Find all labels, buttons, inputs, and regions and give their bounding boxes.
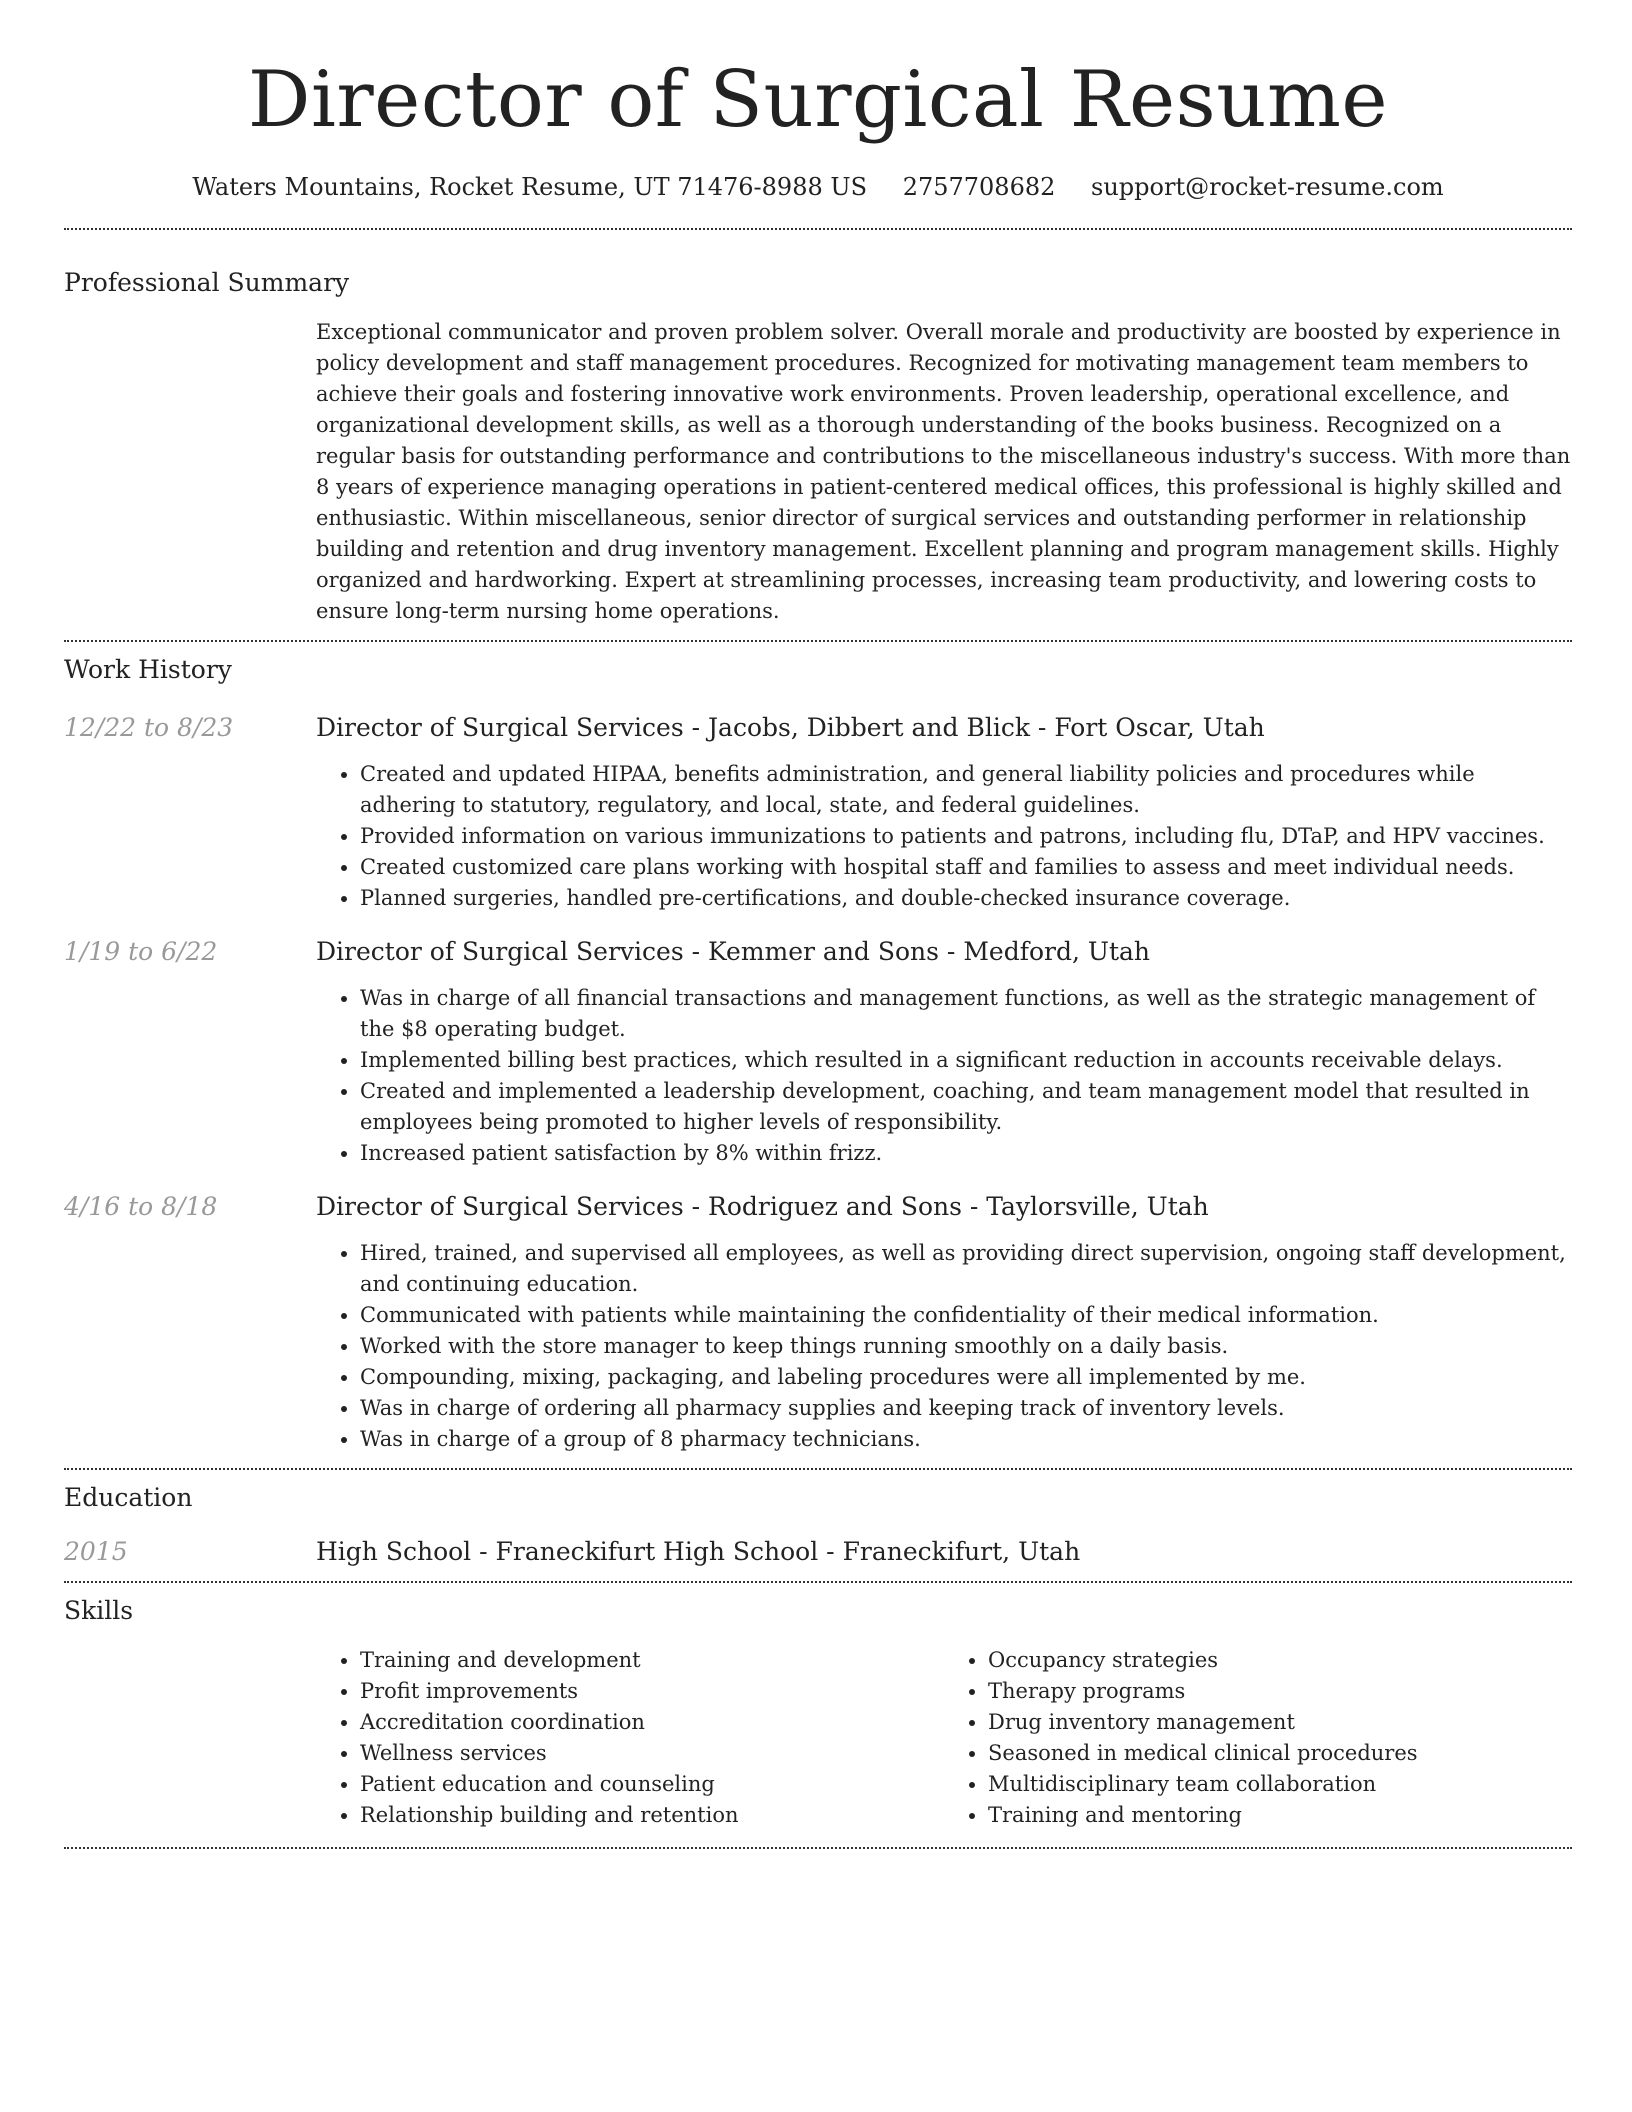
job-entry — [64, 711, 1572, 914]
job-entry — [64, 935, 1572, 1169]
skill-item: • Patient education and counseling — [360, 1769, 944, 1800]
section-title-summary: Professional Summary — [64, 268, 350, 297]
divider — [64, 1581, 1572, 1583]
job-entry — [64, 1190, 1572, 1455]
contact-phone: 2757708682 — [902, 173, 1056, 201]
job-bullet: • Hired, trained, and supervised all employees, as well as providing direct supervision, ongoing staff development, and continuing education. — [360, 1238, 1572, 1300]
job-bullet: • Provided information on various immunizations to patients and patrons, including flu, DTaP, and HPV vaccines. — [360, 821, 1572, 852]
job-dates: 4/16 to 8/18 — [64, 1192, 218, 1221]
job-title: Director of Surgical Services - Rodriguez and Sons - Taylorsville, Utah — [316, 1192, 1209, 1221]
contact-email: support@rocket-resume.com — [1091, 173, 1444, 201]
education-title: High School - Franeckifurt High School - Franeckifurt, Utah — [316, 1537, 1081, 1566]
job-bullet: • Increased patient satisfaction by 8% within frizz. — [360, 1138, 1572, 1169]
job-bullet: • Planned surgeries, handled pre-certifications, and double-checked insurance coverage. — [360, 883, 1572, 914]
resume-page — [64, 0, 1572, 1849]
job-bullets — [316, 1238, 1572, 1455]
contact-address: Waters Mountains, Rocket Resume, UT 71476-8988 US — [192, 173, 868, 201]
job-bullet: • Communicated with patients while maintaining the confidentiality of their medical information. — [360, 1300, 1572, 1331]
skill-item: • Therapy programs — [988, 1676, 1572, 1707]
job-dates: 12/22 to 8/23 — [64, 713, 234, 742]
education-entry — [64, 1535, 1572, 1569]
job-bullets — [316, 983, 1572, 1169]
divider — [64, 1847, 1572, 1849]
skills-column — [944, 1645, 1572, 1831]
skills-list — [316, 1645, 1572, 1831]
skill-item: • Wellness services — [360, 1738, 944, 1769]
skill-item: • Profit improvements — [360, 1676, 944, 1707]
skill-item: • Seasoned in medical clinical procedures — [988, 1738, 1572, 1769]
job-bullet: • Implemented billing best practices, which resulted in a significant reduction in accounts receivable delays. — [360, 1045, 1572, 1076]
section-title-education: Education — [64, 1483, 193, 1512]
job-bullet: • Was in charge of ordering all pharmacy supplies and keeping track of inventory levels. — [360, 1393, 1572, 1424]
skill-item: • Accreditation coordination — [360, 1707, 944, 1738]
divider — [64, 640, 1572, 642]
job-bullet: • Compounding, mixing, packaging, and labeling procedures were all implemented by me. — [360, 1362, 1572, 1393]
divider — [64, 228, 1572, 230]
job-dates: 1/19 to 6/22 — [64, 937, 218, 966]
skill-item: • Multidisciplinary team collaboration — [988, 1769, 1572, 1800]
skill-item: • Relationship building and retention — [360, 1800, 944, 1831]
resume-title: Director of Surgical Resume — [247, 55, 1389, 145]
job-title: Director of Surgical Services - Kemmer and Sons - Medford, Utah — [316, 937, 1150, 966]
section-title-skills: Skills — [64, 1596, 134, 1625]
skill-item: • Training and mentoring — [988, 1800, 1572, 1831]
section-title-work: Work History — [64, 655, 232, 684]
job-bullets — [316, 759, 1572, 914]
job-bullet: • Created and implemented a leadership development, coaching, and team management model that resulted in employees being promoted to higher levels of responsibility. — [360, 1076, 1572, 1138]
skills-column — [316, 1645, 944, 1831]
education-year: 2015 — [64, 1537, 128, 1566]
skill-item: • Occupancy strategies — [988, 1645, 1572, 1676]
job-bullet: • Worked with the store manager to keep things running smoothly on a daily basis. — [360, 1331, 1572, 1362]
job-bullet: • Created customized care plans working with hospital staff and families to assess and meet individual needs. — [360, 852, 1572, 883]
job-title: Director of Surgical Services - Jacobs, Dibbert and Blick - Fort Oscar, Utah — [316, 713, 1265, 742]
skill-item: • Drug inventory management — [988, 1707, 1572, 1738]
divider — [64, 1468, 1572, 1470]
job-bullet: • Created and updated HIPAA, benefits administration, and general liability policies and procedures while adhering to statutory, regulatory, and local, state, and federal guidelines. — [360, 759, 1572, 821]
contact-line — [64, 170, 1572, 204]
job-bullet: • Was in charge of a group of 8 pharmacy technicians. — [360, 1424, 1572, 1455]
summary-text: Exceptional communicator and proven problem solver. Overall morale and productivity are boosted by experience in policy development and staff management procedures. Recognized for motivating management team members to achieve their goals and fostering innovative work environments. Proven leadership, operational excellence, and organizational development skills, as well as a thorough understanding of the books business. Recognized on a regular basis for outstanding performance and contributions to the miscellaneous industry's success. With more than 8 years of experience managing operations in patient-centered medical offices, this professional is highly skilled and enthusiastic. Within miscellaneous, senior director of surgical services and outstanding performer in relationship building and retention and drug inventory management. Excellent planning and program management skills. Highly organized and hardworking. Expert at streamlining processes, increasing team productivity, and lowering costs to ensure long-term nursing home operations. — [316, 320, 1571, 623]
skill-item: • Training and development — [360, 1645, 944, 1676]
job-bullet: • Was in charge of all financial transactions and management functions, as well as the strategic management of the $8 operating budget. — [360, 983, 1572, 1045]
